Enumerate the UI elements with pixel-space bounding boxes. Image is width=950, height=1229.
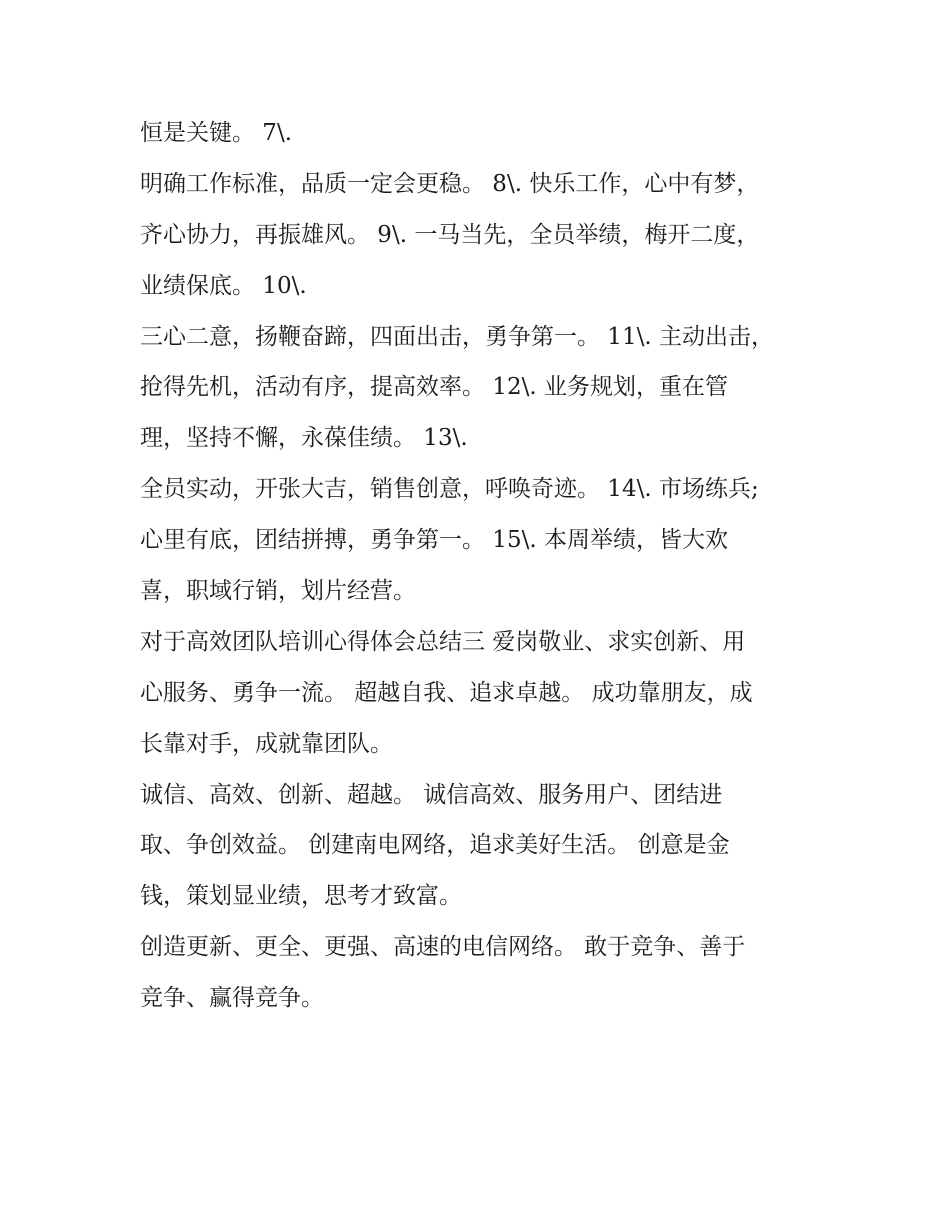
- text-line: 全员实动，开张大吉，销售创意，呼唤奇迹。 14\. 市场练兵;: [140, 476, 759, 503]
- text-line: 喜，职域行销，划片经营。: [140, 578, 416, 605]
- text-line: 业绩保底。 10\.: [140, 272, 307, 299]
- text-line: 恒是关键。 7\.: [140, 120, 293, 146]
- text-line: 诚信、高效、创新、超越。 诚信高效、服务用户、团结进: [140, 781, 723, 808]
- text-line: 取、争创效益。 创建南电网络，追求美好生活。 创意是金: [140, 832, 730, 859]
- text-line: 抢得先机，活动有序，提高效率。 12\. 业务规划，重在管: [140, 374, 728, 401]
- text-line: 竞争、赢得竞争。: [140, 985, 324, 1012]
- text-line: 心服务、勇争一流。 超越自我、追求卓越。 成功靠朋友，成: [140, 679, 753, 706]
- text-line: 长靠对手，成就靠团队。: [140, 730, 393, 757]
- document-body: [140, 108, 820, 1024]
- text-line: 对于高效团队培训心得体会总结三 爱岗敬业、求实创新、用: [140, 628, 746, 655]
- text-line: 齐心协力，再振雄风。 9\. 一马当先，全员举绩，梅开二度，: [140, 221, 760, 248]
- text-line: 明确工作标准，品质一定会更稳。 8\. 快乐工作，心中有梦，: [140, 170, 760, 197]
- text-line: 理，坚持不懈，永葆佳绩。 13\.: [140, 425, 468, 452]
- text-line: 创造更新、更全、更强、高速的电信网络。 敢于竞争、善于: [140, 934, 746, 961]
- text-line: 三心二意，扬鞭奋蹄，四面出击，勇争第一。 11\. 主动出击，: [140, 323, 774, 350]
- text-line: 钱，策划显业绩，思考才致富。: [140, 883, 462, 910]
- text-line: 心里有底，团结拼搏，勇争第一。 15\. 本周举绩，皆大欢: [140, 527, 728, 554]
